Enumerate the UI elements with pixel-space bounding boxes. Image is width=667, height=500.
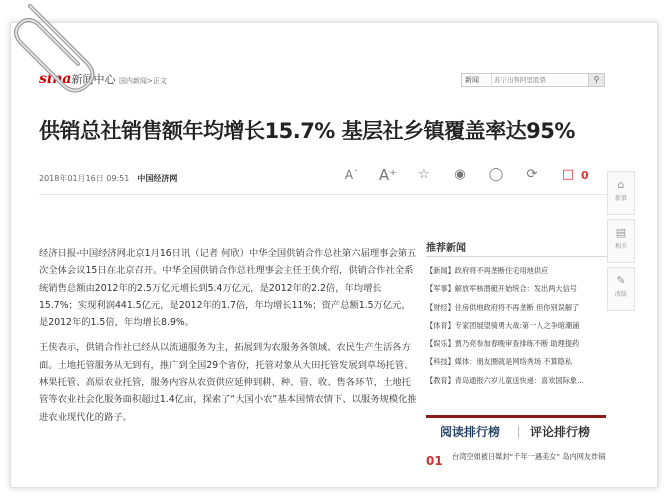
rail-item-related[interactable]: ▤ 相关: [607, 219, 635, 263]
tab-comment-rank[interactable]: 评论排行榜: [530, 425, 591, 439]
divider: [39, 194, 619, 195]
paperclip-icon: [0, 0, 110, 110]
comment-icon[interactable]: □: [561, 167, 575, 182]
rank-tabs: [426, 415, 606, 439]
article-body: [39, 245, 417, 434]
tab-read-rank[interactable]: 阅读排行榜: [440, 425, 501, 439]
rail-item-redesign[interactable]: ✎ 改版: [607, 267, 635, 311]
article-paragraph: 经济日报-中国经济网北京1月16日讯（记者 何欣）中华全国供销合作总社第六届理事会第五次全体会议15日在北京召开。中华全国供销合作总社理事会主任王侠介绍，供销合作社全系统销售总额由2012年的2.5万亿元增长到5.4万亿元，是2012年的2.2倍，年均增长15.7%；实现利润441.5亿元，是2012年的1.7倍，年均增长11%；资产总额1.5万亿元，是2012年的1.5倍，年均增长8.9%。: [39, 248, 417, 329]
home-icon: ⌂: [617, 178, 625, 191]
article-toolbar: [341, 165, 589, 185]
document-icon: ▤: [615, 226, 627, 239]
list-item[interactable]: 【教育】青岛通报六岁儿童送快递：喜欢国际象...: [426, 375, 584, 385]
list-item[interactable]: 【科技】媒体：朋友圈就是网络秀场 不算隐私: [426, 357, 573, 367]
recommend-list: [426, 264, 621, 392]
rail-item-home[interactable]: ⌂ 新浪: [607, 171, 635, 215]
publish-date: 2018年01月16日 09:51: [39, 174, 130, 183]
search-icon[interactable]: ⚲: [588, 74, 604, 86]
page-title: 供销总社销售额年均增长15.7% 基层社乡镇覆盖率达95%: [39, 119, 575, 143]
list-item[interactable]: 【财经】住房供地政府将不再垄断 但你别误解了: [426, 302, 580, 312]
article-paragraph: 王侠表示，供销合作社已经从以流通服务为主，拓展到为农服务各领域、农民生产生活各方面。土地托管服务从无到有，推广到全国29个省份，托管对象从大田托管发展到草场托管、林果托管、高原农业托管，服务内容从农资供应延伸到耕、种、管、收、售各环节，土地托管等农业社会化服务面积超过1.4亿亩，探索了“大国小农”基本国情农情下、以服务规模化推进农业现代化的路子。: [39, 342, 417, 423]
list-item[interactable]: 【军事】解放军核潜艇开始统合：发出两大信号: [426, 284, 577, 294]
list-item[interactable]: 【体育】专家团展望骑勇大战:第一人之争暗潮涌: [426, 320, 580, 330]
right-rail: [607, 171, 635, 315]
font-decrease-icon[interactable]: A˙: [344, 168, 360, 182]
divider: [518, 426, 519, 438]
article-meta: [39, 173, 177, 184]
rank-text: 台湾空姐被日媒封“千年一遇美女” 岛内网友炸锅: [452, 452, 606, 461]
article-source[interactable]: 中国经济网: [137, 174, 178, 183]
recommend-title: 推荐新闻: [426, 243, 466, 254]
star-icon[interactable]: ☆: [418, 167, 430, 182]
wechat-icon[interactable]: ◯: [488, 167, 504, 182]
logo-text: sina: [39, 71, 72, 87]
list-item[interactable]: 【新闻】政府将不再垄断住宅用地供应: [426, 266, 549, 275]
edit-icon: ✎: [616, 274, 626, 287]
search-bar: [461, 73, 605, 87]
rank-number: 01: [426, 454, 443, 468]
list-item[interactable]: 【娱乐】贾乃亮参加春晚审查排练不断 助理提药: [426, 339, 580, 349]
logo-subtitle: 新闻中心: [71, 73, 116, 86]
font-increase-icon[interactable]: A⁺: [378, 166, 398, 184]
share-icon[interactable]: ⟳: [526, 167, 538, 182]
divider: [426, 256, 621, 257]
search-input[interactable]: [494, 75, 580, 85]
search-category-select[interactable]: 新闻: [462, 74, 492, 86]
comment-count[interactable]: 0: [581, 168, 589, 182]
weibo-icon[interactable]: ◉: [454, 167, 466, 182]
breadcrumb[interactable]: 国内新闻>正文: [119, 77, 167, 85]
